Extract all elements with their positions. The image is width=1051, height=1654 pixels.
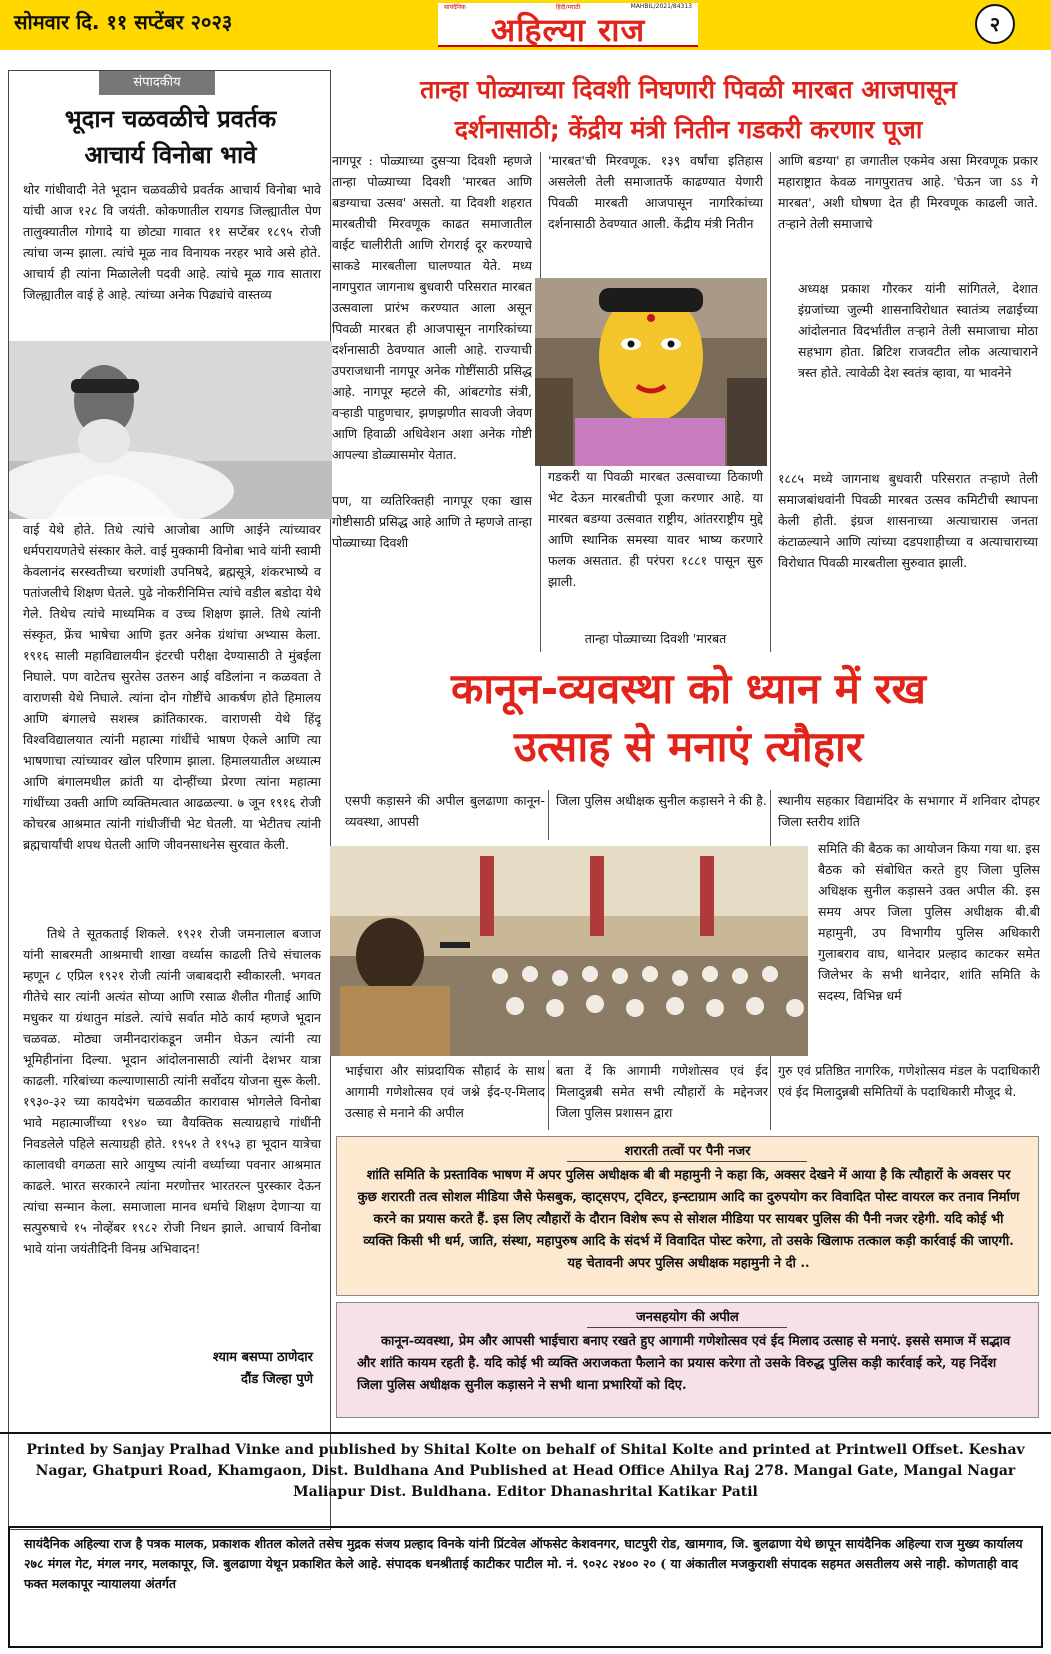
- logo-registration: MAHBIL/2021/84313: [630, 3, 692, 10]
- story1-col2-b: गडकरी या पिवळी मारबत उत्सवाच्या ठिकाणी भेट देऊन मारबतीची पूजा करणार आहे. या मारबत बडग्या उत्सवात राष्ट्रीय, आंतरराष्ट्रीय मुद्दे आणि स्थानिक समस्या यावर भाष्य करणारे फलक असतात. ही परंपरा १८८१ पासून सुरु झाली.: [548, 469, 763, 589]
- logo: [438, 3, 698, 47]
- box-heading: शरारती तत्वों पर पैनी नजर: [624, 1144, 751, 1159]
- story2-headline-line1: कानून-व्यवस्था को ध्यान में रख: [450, 664, 927, 713]
- imprint-marathi: सायंदैनिक अहिल्या राज है पत्रक मालक, प्रकाशक शीतल कोलते तसेच मुद्रक संजय प्रल्हाद विनके यांनी प्रिंटवेल ऑफसेट केशवनगर, घाटपुरी रोड, खामगाव, जि. बुलढाणा येथे छापून सायंदैनिक अहिल्या राज मुख्य कार्यालय २७८ मंगल गेट, मंगल नगर, मलकापूर, जि. बुलढाणा येथून प्रकाशित केले आहे. संपादक धनश्रीताई काटीकर पाटील मो. नं. ९०२८ २४०० २० ( या अंकातील मजकुराशी संपादक सहमत असतीलय असे नाही. कोणताही वाद फक्त मलकापूर न्यायालया अंतर्गत: [24, 1536, 1023, 1591]
- marbat-idol-photo: [535, 278, 767, 466]
- box-heading-rule: [587, 1327, 787, 1328]
- column-divider: [548, 790, 549, 840]
- issue-date: सोमवार दि. ११ सप्टेंबर २०२३: [14, 10, 233, 34]
- column-divider: [770, 152, 771, 652]
- editorial-title-line1: भूदान चळवळीचे प्रवर्तक: [64, 105, 277, 133]
- story2-col3-b: समिति की बैठक का आयोजन किया गया था. इस बैठक को संबोधित करते हुए जिला पुलिस अधिक्षक सुनील कड़ासने उक्त अपील की. इस समय अपर जिला पुलिस अधीक्षक बी.बी महामुनी, उप विभागीय पुलिस अधिकारी गुलाबराव वाघ, थानेदार प्रल्हाद काटकर समेत जिलेभर के सभी थानेदार, शांति समिति के सदस्य, विभिन्न धर्म: [818, 841, 1040, 1003]
- box-body: कानून-व्यवस्था, प्रेम और आपसी भाईचारा बनाए रखते हुए आगामी गणेशोत्सव एवं ईद मिलाद उत्साह से मनाएं. इससे समाज में सद्भाव और शांति कायम रहती है. यदि कोई भी व्यक्ति अराजकता फैलाने का प्रयास करेगा तो उसके विरुद्ध पुलिस कड़ी कार्रवाई करे, यह निर्देश जिला पुलिस अधीक्षक सुनील कड़ासने ने सभी थाना प्रभारियों को दिए.: [357, 1334, 1011, 1393]
- editorial-tag: संपादकीय: [99, 71, 215, 95]
- logo-title: अहिल्या राज: [490, 11, 646, 49]
- story2-col1-b: भाईचारा और सांप्रदायिक सौहार्द के साथ आगामी गणेशोत्सव एवं जश्ने ईद-ए-मिलाद उत्साह से मनाने की अपील: [345, 1063, 545, 1120]
- story2-col2-a: जिला पुलिस अधीक्षक सुनील कड़ासने ने की है.: [556, 793, 767, 808]
- story2-col3-c: गुरु एवं प्रतिष्ठित नागरिक, गणेशोत्सव मंडल के पदाधिकारी एवं ईद मिलादुन्नबी समितियों के पदाधिकारी मौजूद थे.: [778, 1063, 1040, 1099]
- meeting-image: [330, 846, 808, 1056]
- story2-col1-a: एसपी कड़ासने की अपील बुलढाणा कानून-व्यवस्था, आपसी: [345, 793, 545, 829]
- sidebar-box-public-appeal: [336, 1302, 1039, 1418]
- editorial-para-2: वाई येथे होते. तिथे त्यांचे आजोबा आणि आईने त्यांच्यावर धर्मपरायणतेचे संस्कार केले. वाई मुक्कामी विनोबा भावे यांनी स्वामी केवलानंद सरस्वतीच्या चरणांशी उपनिषदे, ब्रह्मसूत्रे, शंकरभाष्ये व पतांजलीचे शिक्षण घेतले. पुढे नोकरीनिमित्त त्यांचे वडील बडोदा येथे गेले. तिथेच त्यांचे माध्यमिक व उच्च शिक्षण झाले. तिथे त्यांनी संस्कृत, फ्रेंच भाषेचा आणि इतर अनेक ग्रंथांचा अभ्यास केला. १९१६ साली महाविद्यालयीन इंटरची परीक्षा देण्यासाठी ते मुंबईला निघाले. पण वाटेतच सुरतेस उतरुन आई वडिलांना न कळवता ते वाराणसी येथे निघाले. त्यांना दोन गोष्टींचे आकर्षण होते हिमालय आणि बंगालचे सशस्त्र क्रांतिकारक. वाराणसी येथे हिंदू विश्वविद्यालयात त्यांनी महात्मा गांधींचे भाषण ऐकले आणि त्या भाषणाचा त्यांच्यावर खोल परिणाम झाला. हिमालयातील अध्यात्म आणि बंगालमधील क्रांती या दोन्हींच्या प्रेरणा त्यांना महात्मा गांधींच्या उक्ती आणि व्यक्तिमत्वात आढळल्या. ७ जून १९१६ रोजी कोचरब आश्रमात त्यांनी गांधीजींची भेट घेतली. या भेटीतच त्यांनी ब्रह्मचार्यांची शपथ घेतली आणि जीवनसाधनेस सुरवात केली.: [23, 522, 321, 852]
- column-divider: [548, 1060, 549, 1130]
- editorial-signature: [23, 1347, 313, 1391]
- story1-col1-b: पण, या व्यतिरिक्तही नागपूर एका खास गोष्टीसाठी प्रसिद्ध आहे आणि ते म्हणजे तान्हा पोळ्याच्या दिवशी: [332, 493, 532, 550]
- sidebar-box-vigilance: [336, 1136, 1039, 1296]
- editorial-title-line2: आचार्य विनोबा भावे: [84, 141, 257, 169]
- masthead: [0, 0, 1051, 50]
- story1-col3-a: आणि बडग्या' हा जगातील एकमेव असा मिरवणूक प्रकार महाराष्ट्रात केवळ नागपुरातच आहे. 'घेऊन जा ऽऽ गे मारबत', अशी घोषणा देत ही मिरवणूक काढली जाते. तऱ्हाने तेली समाजाचे: [778, 153, 1038, 231]
- vinoba-bhave-photo: [9, 341, 332, 519]
- box-heading-rule: [567, 1161, 807, 1162]
- editorial-title: [9, 101, 332, 173]
- box-body: शांति समिति के प्रस्ताविक भाषण में अपर पुलिस अधीक्षक बी बी महामुनी ने कहा कि, अक्सर देखने में आया है कि त्यौहारों के अवसर पर कुछ शरारती तत्व सोशल मीडिया जैसे फेसबुक, व्हाट्सएप, ट्विटर, इन्स्टाग्राम आदि का दुरुपयोग कर विवादित पोस्ट वायरल कर तनाव निर्माण करने का प्रयास करते हैं. इस लिए त्यौहारों के दौरान विशेष रूप से सोशल मीडिया पर सायबर पुलिस की पैनी नजर रहेगी. यदि कोई भी व्यक्ति किसी भी धर्म, जाति, संस्था, महापुरुष आदि के संदर्भ में विवादित पोस्ट करेगा, तो उसके खिलाफ तत्काल कड़ी कार्रवाई की जाएगी. यह चेतावनी अपर पुलिस अधीक्षक महामुनी ने दी ..: [357, 1168, 1020, 1271]
- story1-col3-b: अध्यक्ष प्रकाश गौरकर यांनी सांगितले, देशात इंग्रजांच्या जुल्मी शासनाविरोधात स्वातंत्र्य लढाईच्या आंदोलनात विदर्भातील तऱ्हाने तेली समाजाचा मोठा सहभाग होता. ब्रिटिश राजवटीत लोक अत्याचाराने त्रस्त होते. त्यावेळी देश स्वतंत्र व्हावा, या भावनेने: [798, 281, 1038, 380]
- story1-col3-c: १८८५ मध्ये जागनाथ बुधवारी परिसरात तऱ्हाणे तेली समाजबांधवांनी पिवळी मारबत उत्सव कमिटीची स्थापना केली होती. इंग्रज शासनाच्या अत्याचारास जनता कंटाळल्याने आणि त्यांच्या दडपशाहीच्या व अत्याचाराच्या विरोधात पिवळी मारबतीला सुरुवात झाली.: [778, 471, 1038, 570]
- editorial-column: [8, 70, 331, 1530]
- footer-divider: [0, 1432, 1051, 1434]
- logo-language: हिंदी/मराठी: [556, 4, 581, 11]
- author-name: श्याम बसप्पा ठाणेदार: [212, 1350, 313, 1365]
- story2-col2-b: बता दें कि आगामी गणेशोत्सव एवं ईद मिलादुन्नबी समेत सभी त्यौहारों के मद्देनजर जिला पुलिस प्रशासन द्वारा: [556, 1063, 768, 1120]
- box-heading: जनसहयोग की अपील: [636, 1310, 739, 1325]
- author-place: दौंड जिल्हा पुणे: [241, 1372, 313, 1387]
- story1-headline-line1: तान्हा पोळ्याच्या दिवशी निघणारी पिवळी मारबत आजपासून: [420, 75, 957, 104]
- imprint-english: Printed by Sanjay Pralhad Vinke and published by Shital Kolte on behalf of Shital Kolte and printed at Printwell Offset. Keshav Nagar, Ghatpuri Road, Khamgaon, Dist. Buldhana And Published at Head Office Ahilya Raj 278. Mangal Gate, Mangal Nagar Maliapur Dist. Buldhana. Editor Dhanashrital Katikar Patil: [26, 1442, 1025, 1500]
- page-number: २: [975, 4, 1015, 44]
- idol-image: [535, 278, 767, 466]
- story1-col1-a: नागपूर : पोळ्याच्या दुसऱ्या दिवशी म्हणजे तान्हा पोळ्याच्या दिवशी 'मारबत आणि बडग्याचा उत्सव' असतो. या दिवशी शहरात मारबतीची मिरवणूक काढत समाजातील वाईट चालीरीती आणि रोगराई दूर करण्याचे साकडे मारबतीला घालण्यात येते. मध्य नागपुरात जागनाथ बुधवारी परिसरात मारबत उत्सवाला प्रारंभ करण्यात आला असून पिवळी मारबत ही आजपासून नागरिकांच्या दर्शनासाठी ठेवण्यात आली आहे. राज्याची उपराजधानी नागपूर अनेक गोष्टींसाठी प्रसिद्ध आहे. नागपूर म्हटले की, आंबटगोड संत्री, वऱ्हाडी पाहुणचार, झणझणीत सावजी जेवण आणि हिवाळी अधिवेशन अशा अनेक गोष्टी आपल्या डोळ्यासमोर येतात.: [332, 153, 532, 462]
- editorial-para-3: तिथे ते सूतकताई शिकले. १९२१ रोजी जमनालाल बजाज यांनी साबरमती आश्रमाची शाखा वर्ध्यास काढली तिचे संचालक म्हणून ८ एप्रिल १९२१ रोजी त्यांनी जबाबदारी स्वीकारली. भगवत गीतेचे सार त्यांनी अत्यंत सोप्या आणि रसाळ शैलीत गीताई आणि मधुकर या ग्रंथातुन मांडले. त्यांचे सर्वात मोठे कार्य म्हणजे भूदान चळवळ. मोठ्या जमीनदारांकडून जमीन घेऊन त्यांनी त्या भूमिहीनांना दिल्या. भूदान आंदोलनासाठी त्यांनी देशभर यात्रा काढली. गरिबांच्या कल्याणासाठी त्यांनी सर्वोदय योजना सुरू केली. १९३०-३२ च्या कायदेभंग चळवळीत कारावास भोगलेले विनोबा भावे महात्माजींच्या १९४० च्या वैयक्तिक सत्याग्रहाचे गांधींनी निवडलेले पहिले सत्याग्रही होते. १९५१ ते १९५३ हा भूदान यात्रेचा कालावधी वगळता सारे आयुष्य त्यांनी वर्ध्याच्या पवनार आश्रमात काढले. भारत सरकारने त्यांना मरणोत्तर भारतरत्न पुरस्कार देऊन त्यांचा सन्मान केला. समाजाला मानव धर्माचे शिक्षण देणाऱ्या या सत्पुरुषाचे १५ नोव्हेंबर १९८२ रोजी निधन झाले. आचार्य विनोबा भावे यांना जयंतीदिनी विनम्र अभिवादन!: [23, 926, 321, 1256]
- story1-headline: [336, 70, 1041, 150]
- peace-committee-meeting-photo: [330, 846, 808, 1056]
- editorial-para-1: थोर गांधीवादी नेते भूदान चळवळीचे प्रवर्तक आचार्य विनोबा भावे यांची आज १२८ वि जयंती. कोकणातील रायगड जिल्ह्यातील पेण तालुक्यातील गोगादे या छोट्या गावात ११ सप्टेंबर १८९५ रोजी त्यांचा जन्म झाला. त्यांचे मूळ नाव विनायक नरहर भावे असे होते. आचार्य ही त्यांना मिळालेली पदवी आहे. त्यांचे मूळ गाव सातारा जिल्ह्यातील वाई हे आहे. त्यांच्या अनेक पिढ्यांचे वास्तव्य: [23, 182, 321, 302]
- story1-headline-line2: दर्शनासाठी; केंद्रीय मंत्री नितीन गडकरी करणार पूजा: [454, 115, 923, 144]
- logo-prefix: सायंदैनिक: [444, 4, 466, 11]
- portrait-image: [9, 341, 332, 519]
- imprint-marathi-box: [8, 1526, 1043, 1648]
- story2-headline: [336, 660, 1041, 776]
- story2-headline-line2: उत्साह से मनाएं त्यौहार: [513, 722, 864, 771]
- story2-col3-a: स्थानीय सहकार विद्यामंदिर के सभागार में शनिवार दोपहर जिला स्तरीय शांति: [778, 793, 1040, 829]
- story1-col2-c: तान्हा पोळ्याच्या दिवशी 'मारबत: [584, 631, 727, 646]
- story1-col2-a: 'मारबत'ची मिरवणूक. १३९ वर्षांचा इतिहास असलेली तेली समाजातर्फे काढण्यात येणारी पिवळी मारबती आजपासून नागरिकांच्या दर्शनासाठी ठेवण्यात आली. केंद्रीय मंत्री नितीन: [548, 153, 763, 231]
